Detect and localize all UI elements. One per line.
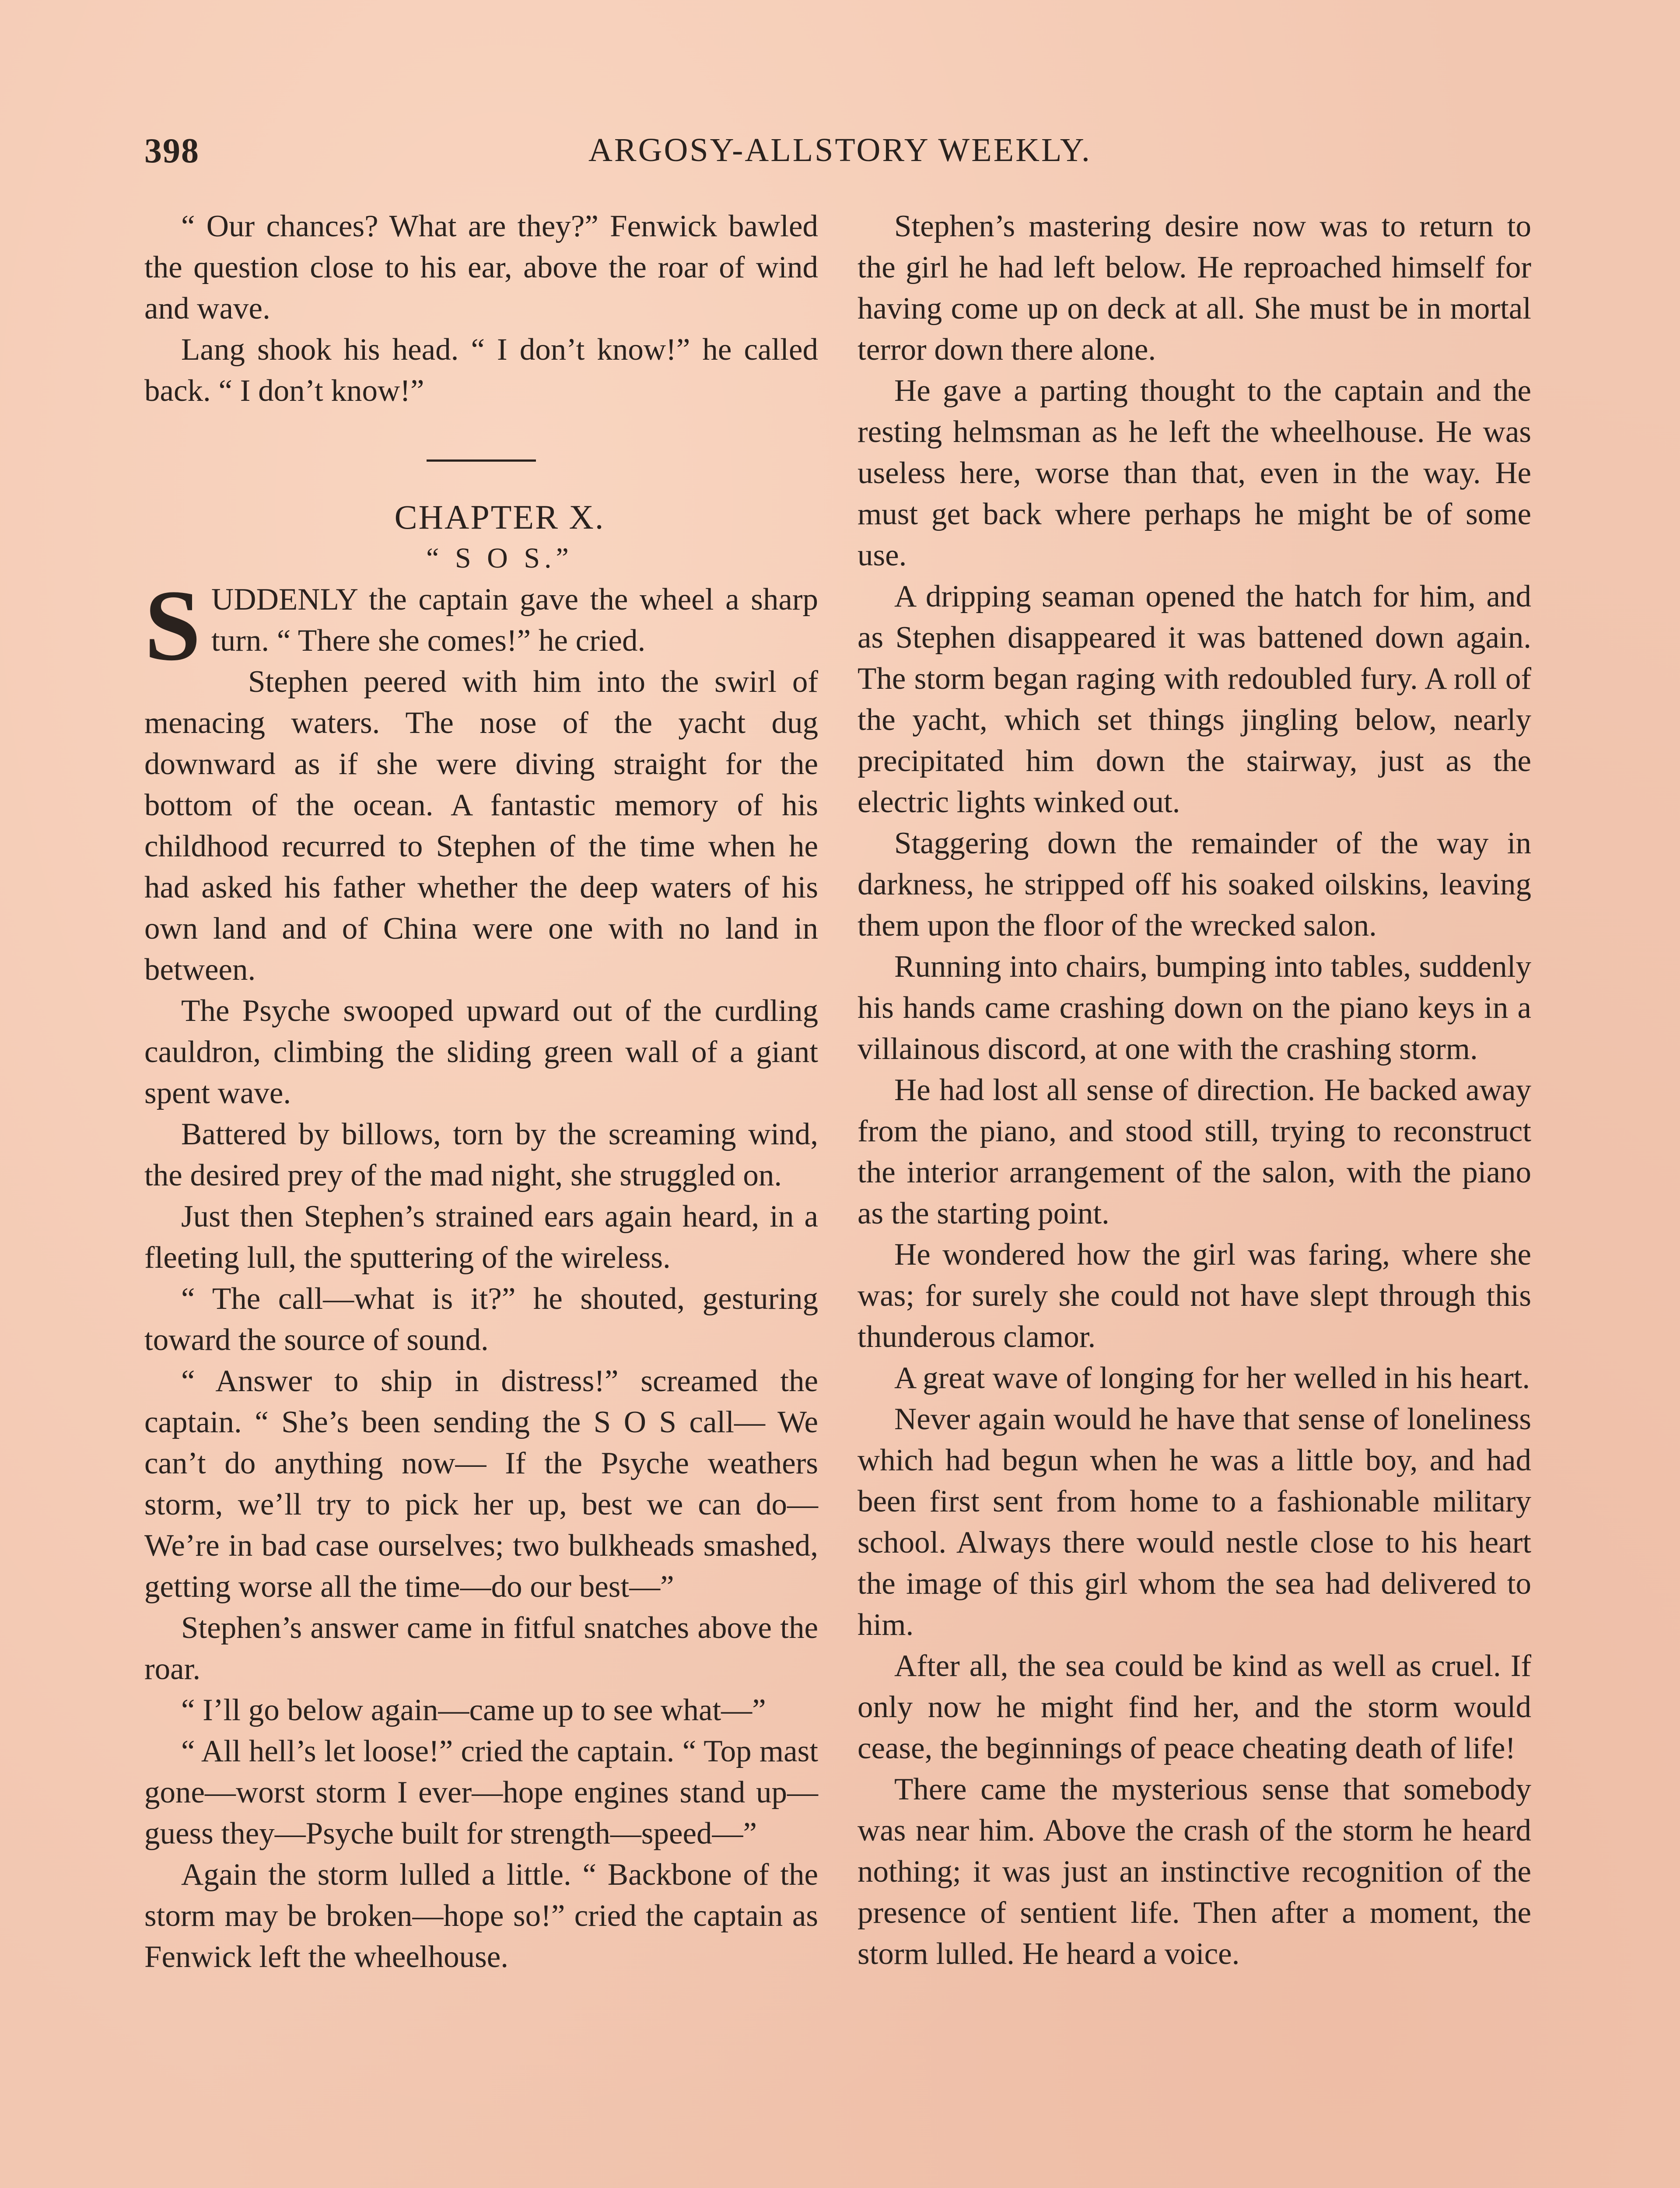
drop-cap: S — [144, 569, 201, 682]
paragraph: Never again would he have that sense of loneliness which had begun when he was a little boy, and had been first sent from home to a fashionable military school. Always there would nestle close to his heart the image of this girl whom the sea had delivered to him. — [858, 1402, 1531, 1642]
paragraph: The Psyche swooped upward out of the curdling cauldron, climbing the sliding green wall of a giant spent wave. — [144, 994, 818, 1110]
paragraph: Again the storm lulled a little. “ Backbone of the storm may be broken—hope so!” cried the captain as Fenwick left the wheelhouse. — [144, 1858, 818, 1974]
page-header — [144, 131, 1536, 179]
paragraph: Stephen peered with him into the swirl of menacing waters. The nose of the yacht dug downward as if she were diving straight for the bottom of the ocean. A fantastic memory of his childhood recurred to Stephen of the time when he had asked his father whether the deep waters of his own land and of China were one with no land in between. — [144, 665, 818, 987]
paragraph: There came the mysterious sense that somebody was near him. Above the crash of the storm he heard nothing; it was just an instinctive recognition of the presence of sentient life. Then after a moment, the storm lulled. He heard a voice. — [858, 1772, 1531, 1971]
paragraph: He wondered how the girl was faring, where she was; for surely she could not have slept through this thunderous clamor. — [858, 1238, 1531, 1354]
paragraph: Staggering down the remainder of the way in darkness, he stripped off his soaked oilskins, leaving them upon the floor of the wrecked salon. — [858, 826, 1531, 943]
paragraph: Just then Stephen’s strained ears again heard, in a fleeting lull, the sputtering of the wireless. — [144, 1199, 818, 1275]
chapter-opening-paragraph — [144, 569, 818, 682]
paragraph: “ I’ll go below again—came up to see what—” — [181, 1693, 766, 1727]
section-rule — [427, 459, 536, 462]
paragraph: A dripping seaman opened the hatch for him, and as Stephen disappeared it was battened down again. The storm began raging with redoubled fury. A roll of the yacht, which set things jingling below, nearly precipitated him down the stairway, just as the electric lights winked out. — [858, 579, 1531, 819]
opening-text: UDDENLY the captain gave the wheel a sharp turn. “ There she comes!” he cried. — [211, 582, 818, 658]
paragraph: He gave a parting thought to the captain and the resting helmsman as he left the wheelhouse. He was useless here, worse than that, even in the way. He must get back where perhaps he might be of some use. — [858, 374, 1531, 572]
chapter-subtitle: “ S O S.” — [426, 542, 573, 574]
page-number: 398 — [144, 132, 200, 170]
paragraph: Running into chairs, bumping into tables, suddenly his hands came crashing down on the piano keys in a villainous discord, at one with the crashing storm. — [858, 950, 1531, 1066]
paragraph: “ All hell’s let loose!” cried the captain. “ Top mast gone—worst storm I ever—hope engines stand up—guess they—Psyche built for strength—speed—” — [144, 1734, 818, 1851]
paragraph: “ Answer to ship in distress!” screamed the captain. “ She’s been sending the S O S call— We can’t do anything now— If the Psyche weathers storm, we’ll try to pick her up, best we can do— We’re in bad case ourselves; two bulkheads smashed, getting worse all the time—do our best—” — [144, 1364, 818, 1604]
paragraph: “ Our chances? What are they?” Fenwick bawled the question close to his ear, above the roar of wind and wave. — [144, 209, 818, 326]
running-title: ARGOSY-ALLSTORY WEEKLY. — [588, 132, 1092, 168]
paragraph: Stephen’s answer came in fitful snatches above the roar. — [144, 1611, 818, 1686]
paragraph: A great wave of longing for her welled in his heart. — [894, 1361, 1530, 1395]
chapter-title: CHAPTER X. — [394, 498, 605, 536]
left-column — [144, 206, 818, 2188]
right-column — [858, 206, 1531, 2188]
paragraph: Battered by billows, torn by the screaming wind, the desired prey of the mad night, she struggled on. — [144, 1117, 818, 1192]
paragraph: After all, the sea could be kind as well as cruel. If only now he might find her, and the storm would cease, the beginnings of peace cheating death of life! — [858, 1649, 1531, 1765]
paragraph: Stephen’s mastering desire now was to return to the girl he had left below. He reproached himself for having come up on deck at all. She must be in mortal terror down there alone. — [858, 209, 1531, 367]
paragraph: He had lost all sense of direction. He backed away from the piano, and stood still, trying to reconstruct the interior arrangement of the salon, with the piano as the starting point. — [858, 1073, 1531, 1231]
paragraph: “ The call—what is it?” he shouted, gesturing toward the source of sound. — [144, 1282, 818, 1357]
paragraph: Lang shook his head. “ I don’t know!” he called back. “ I don’t know!” — [144, 333, 818, 408]
